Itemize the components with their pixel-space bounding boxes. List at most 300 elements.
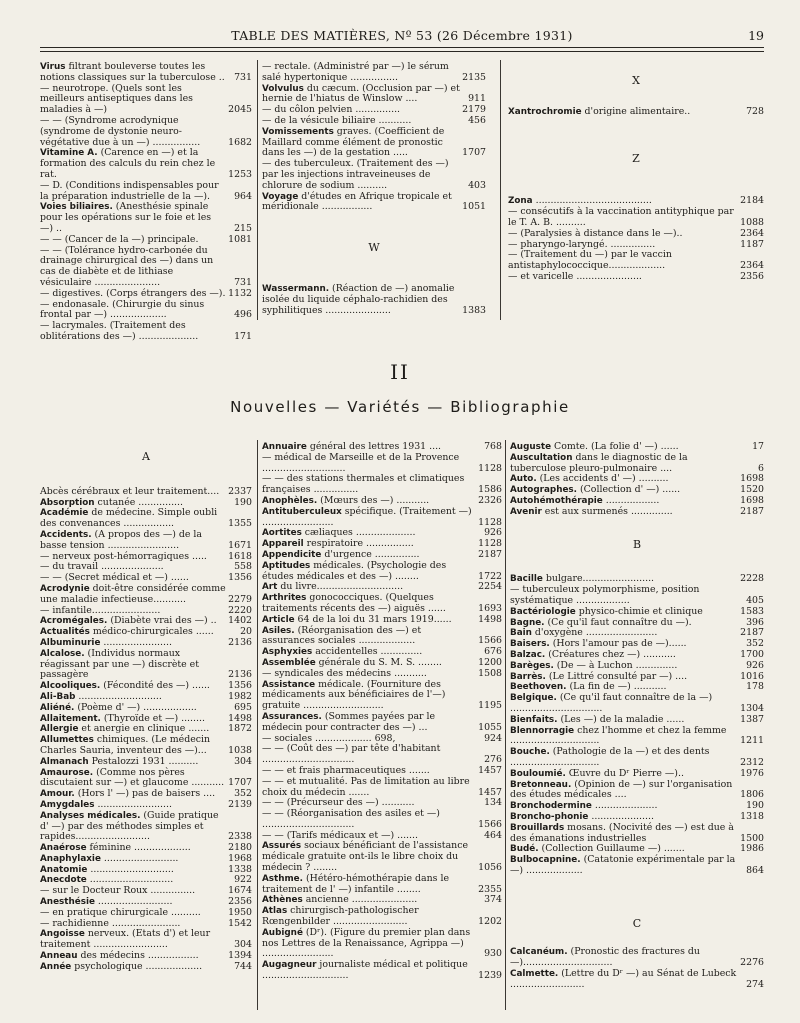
entry-page-number: 2136 — [228, 636, 252, 648]
entry-headword: Volvulus — [262, 83, 304, 94]
entry-text — [262, 841, 502, 873]
entry-page-number: 2220 — [228, 604, 252, 616]
entry-description: — digestives. (Corps étrangers des —). — [40, 287, 226, 299]
entry-headword: Angoisse — [40, 929, 85, 940]
entry-headword: Barèges. — [510, 660, 554, 671]
entry-page-number: 1698 — [740, 473, 764, 485]
entry-text — [40, 300, 252, 322]
entry-headword: Auto. — [510, 474, 537, 485]
entry-description: ......................... — [100, 852, 179, 864]
entry-headword: Anaérose — [40, 843, 87, 854]
entry-text — [262, 507, 502, 529]
entry-page-number: 964 — [234, 190, 252, 202]
entry-page-number: 1355 — [228, 518, 252, 530]
entry-page-number: 911 — [468, 93, 486, 105]
entry-description: (Catatonie expérimentale par la —) ................... — [510, 854, 736, 876]
index-column-top-2 — [262, 62, 486, 316]
entry-page-number: 464 — [484, 829, 502, 841]
entry-description: — en pratique chirurgicale .......... — [40, 906, 201, 918]
entry-description: (Mœurs des —) ........... — [317, 494, 430, 506]
entry-description: (Ce qu'il faut connaître de la —) ............................... — [510, 692, 713, 714]
entry-text — [510, 747, 764, 769]
column-separator — [257, 440, 258, 1010]
entry-description: — pharyngo-laryngé. ............... — [508, 238, 656, 250]
entry-text — [262, 777, 502, 799]
entry-description: des médecins ................. — [77, 950, 199, 962]
entry-headword: Anatomie — [40, 864, 88, 875]
entry-text — [510, 823, 764, 845]
entry-page-number: 276 — [484, 754, 502, 766]
entry-headword: Virus — [40, 62, 66, 72]
entry-page-number: 1682 — [228, 136, 252, 148]
entry-text — [262, 593, 502, 615]
entry-headword: Bronchodermine — [510, 801, 592, 812]
column-separator — [500, 60, 501, 320]
entry-headword: Broncho-phonie — [510, 811, 589, 822]
entry-page-number: 1253 — [228, 168, 252, 180]
entry-headword: Allergie — [40, 724, 79, 735]
entry-description: ....................... — [100, 636, 172, 648]
entry-description: du livre............................. — [277, 581, 404, 593]
index-entry — [262, 626, 502, 648]
entry-page-number: 1056 — [478, 862, 502, 874]
entry-headword: Article — [262, 614, 295, 625]
entry-page-number: 2135 — [462, 71, 486, 83]
entry-description: (Collection Guillaume —) ....... — [538, 843, 685, 855]
entry-description: féminine ................... — [86, 842, 191, 854]
entry-headword: Wassermann. — [262, 283, 330, 294]
entry-headword: Asphyxies — [262, 647, 313, 658]
index-entry — [510, 780, 764, 802]
entry-description: doit-être considérée comme une maladie infectieuse........... — [40, 582, 226, 605]
entry-description: chez l'homme et chez la femme .............................. — [510, 724, 727, 747]
entry-description: — endonasale. (Chirurgie du sinus frontal par —) ................... — [40, 298, 205, 321]
entry-page-number: 1583 — [740, 605, 764, 617]
header-rule-thin — [40, 51, 764, 52]
entry-page-number: 1982 — [228, 690, 252, 702]
entry-description: cæliaques .................... — [301, 527, 416, 539]
entry-page-number: 2187 — [740, 627, 764, 639]
index-entry — [262, 474, 502, 496]
index-entry — [510, 947, 764, 969]
index-entry — [40, 181, 252, 203]
entry-headword: Belgique. — [510, 693, 557, 704]
entry-headword: Bacille — [510, 574, 543, 585]
entry-headword: Calmette. — [510, 969, 559, 980]
entry-description: — médical de Marseille et de la Provence ............................ — [262, 451, 460, 474]
entry-page-number: 1202 — [478, 916, 502, 928]
entry-page-number: 1722 — [478, 570, 502, 582]
entry-page-number: 1081 — [228, 233, 252, 245]
entry-page-number: 190 — [234, 496, 252, 508]
entry-description: (Hors l'amour pas de —)...... — [549, 638, 687, 650]
entry-text — [40, 202, 252, 234]
entry-page-number: 1016 — [740, 670, 764, 682]
entry-description: (Opinion de —) sur l'organisation des études médicales .... — [510, 778, 733, 801]
entry-description: (Hors l' —) pas de baisers .... — [74, 788, 216, 800]
entry-page-number: 728 — [746, 105, 764, 117]
entry-text — [510, 726, 764, 748]
entry-text — [40, 811, 252, 843]
entry-headword: Voies biliaires. — [40, 202, 113, 213]
entry-description: médicale. (Fourniture des médicaments aux bénéficiaires de l'—) gratuite ........................... — [262, 678, 446, 712]
entry-page-number: 1671 — [228, 539, 252, 551]
entry-description: (Thyroïde et —) ........ — [100, 712, 205, 724]
index-column-top-1 — [40, 62, 252, 343]
entry-page-number: 924 — [484, 732, 502, 744]
entry-headword: Zona — [508, 196, 533, 207]
entry-page-number: 2356 — [228, 896, 252, 908]
entry-page-number: 1195 — [478, 700, 502, 712]
index-entry — [510, 747, 764, 769]
entry-page-number: 1038 — [228, 744, 252, 756]
entry-headword: Allumettes — [40, 735, 94, 746]
entry-headword: Budé. — [510, 844, 539, 855]
entry-description: journaliste médical et politique ............................. — [262, 959, 468, 982]
index-entry — [262, 874, 502, 896]
entry-headword: Vitamine A. — [40, 148, 98, 159]
entry-description: (De — à Luchon .............. — [553, 659, 678, 671]
entry-description: d'oxygène ........................ — [531, 627, 658, 639]
entry-headword: Appendicite — [262, 549, 322, 560]
entry-page-number: 6 — [758, 462, 764, 474]
entry-headword: Bouche. — [510, 747, 550, 758]
entry-page-number: 2326 — [478, 494, 502, 506]
entry-headword: Xantrochromie — [508, 106, 582, 117]
entry-page-number: 1566 — [478, 635, 502, 647]
entry-description: — (Traitement du —) par le vaccin antistaphylococcique................... — [508, 249, 672, 272]
entry-page-number: 17 — [752, 441, 764, 452]
entry-headword: Blennorragie — [510, 725, 575, 736]
column-separator — [505, 440, 506, 1010]
page-number: 19 — [748, 28, 764, 43]
entry-page-number: 731 — [234, 276, 252, 288]
entry-headword: Atlas — [262, 906, 288, 917]
entry-description: — et varicelle ...................... — [508, 270, 642, 282]
entry-description: — des tuberculeux. (Traitement des —) par les injections intraveineuses de chlorure de sodium .......... — [262, 158, 449, 191]
entry-headword: Athènes — [262, 895, 303, 906]
entry-headword: Almanach — [40, 756, 89, 767]
entry-text — [262, 809, 502, 831]
entry-description: — lacrymales. (Traitement des oblitérations des —) .................... — [40, 320, 199, 342]
entry-headword: Anecdote — [40, 875, 87, 886]
entry-text — [40, 768, 252, 790]
index-entry — [40, 246, 252, 289]
index-column-bottom-1 — [40, 442, 252, 973]
entry-page-number: 695 — [234, 701, 252, 713]
entry-description: ............................ — [86, 874, 174, 886]
entry-page-number: 1986 — [740, 843, 764, 855]
entry-headword: Asiles. — [262, 625, 295, 636]
entry-page-number: 2139 — [228, 798, 252, 810]
entry-page-number: 190 — [746, 800, 764, 812]
entry-description: — — et mutualité. Pas de limitation au libre choix du médecin ....... — [262, 775, 470, 798]
entry-headword: Appareil — [262, 539, 304, 550]
entry-description: — neurotrope. (Quels sont les meilleurs antiseptiques dans les maladies à —) — [40, 82, 193, 116]
entry-page-number: 1698 — [740, 494, 764, 506]
entry-page-number: 1700 — [740, 648, 764, 660]
entry-page-number: 1318 — [740, 810, 764, 822]
entry-description: Abcès cérébraux et leur traitement.... — [40, 485, 220, 497]
entry-page-number: 1618 — [228, 550, 252, 562]
entry-page-number: 1128 — [478, 538, 502, 550]
entry-page-number: 1387 — [740, 713, 764, 725]
entry-page-number: 1693 — [478, 602, 502, 614]
entry-headword: Bienfaits. — [510, 714, 558, 725]
entry-page-number: 2136 — [228, 669, 252, 681]
entry-description: Pestalozzi 1931 .......... — [88, 755, 199, 767]
entry-headword: Aubigné — [262, 927, 303, 938]
entry-page-number: 403 — [468, 179, 486, 191]
index-column-bottom-2 — [262, 442, 502, 982]
entry-page-number: 1457 — [478, 786, 502, 798]
entry-page-number: 304 — [234, 939, 252, 951]
entry-page-number: 1498 — [228, 712, 252, 724]
entry-headword: Assurances. — [262, 711, 322, 722]
entry-headword: Bretonneau. — [510, 779, 572, 790]
entry-headword: Absorption — [40, 497, 95, 508]
entry-text — [510, 453, 764, 475]
entry-text — [40, 929, 252, 951]
entry-text — [40, 181, 252, 203]
entry-page-number: 1394 — [228, 950, 252, 962]
entry-page-number: 1457 — [478, 764, 502, 776]
entry-headword: Annuaire — [262, 442, 307, 452]
entry-headword: Alcooliques. — [40, 681, 101, 692]
entry-description: et anergie en clinique ....... — [78, 723, 210, 735]
index-entry — [40, 202, 252, 234]
entry-text — [40, 530, 252, 552]
entry-page-number: 2276 — [740, 957, 764, 969]
index-entry — [40, 811, 252, 843]
entry-page-number: 1566 — [478, 818, 502, 830]
section-number: II — [390, 360, 410, 384]
entry-description: est aux surmenés .............. — [541, 505, 673, 517]
entry-description: — D. (Conditions indispensables pour la préparation industrielle de la —). — [40, 179, 219, 202]
entry-headword: Baisers. — [510, 639, 550, 650]
entry-headword: Aliéné. — [40, 702, 75, 713]
index-entry — [262, 744, 502, 766]
index-entry — [40, 508, 252, 530]
entry-description: (Créatures chez —) ........... — [545, 648, 676, 660]
running-header — [40, 28, 764, 44]
entry-page-number: 864 — [746, 864, 764, 876]
entry-headword: Asthme. — [262, 873, 303, 884]
entry-text — [40, 508, 252, 530]
entry-description: — du côlon pelvien ............... — [262, 104, 401, 116]
entry-headword: Analyses médicales. — [40, 810, 141, 821]
index-entry — [40, 768, 252, 790]
entry-page-number: 2338 — [228, 831, 252, 843]
entry-text — [40, 649, 252, 681]
entry-text — [262, 453, 502, 475]
entry-page-number: 1707 — [228, 777, 252, 789]
entry-text — [40, 148, 252, 180]
entry-text — [40, 62, 252, 84]
entry-page-number: 171 — [234, 330, 252, 342]
entry-page-number: 930 — [484, 948, 502, 960]
entry-headword: Anaphylaxie — [40, 853, 101, 864]
entry-description: psychologique ................... — [71, 960, 203, 972]
entry-text — [262, 62, 486, 84]
entry-page-number: 374 — [484, 894, 502, 906]
letter-heading: X — [632, 74, 640, 87]
entry-page-number: 558 — [234, 561, 252, 573]
entry-page-number: 1383 — [462, 304, 486, 316]
entry-text — [510, 855, 764, 877]
index-entry — [262, 127, 486, 159]
entry-page-number: 1088 — [740, 216, 764, 228]
entry-description: — — et frais pharmaceutiques ....... — [262, 764, 430, 776]
entry-description: — — (Tolérance hydro-carbonée du drainage chirurgical des —) dans un cas de diabète et de lithiase vésiculaire ...................... — [40, 244, 214, 288]
index-entry — [40, 62, 252, 84]
entry-page-number: 1968 — [228, 852, 252, 864]
index-entry — [508, 207, 764, 229]
entry-page-number: 2179 — [462, 104, 486, 116]
entry-headword: Amygdales — [40, 799, 95, 810]
entry-description: (Réorganisation des —) et assurances sociales ................... — [262, 624, 422, 647]
letter-heading: W — [368, 241, 380, 255]
entry-page-number: 304 — [234, 755, 252, 767]
entry-text — [262, 960, 502, 982]
entry-text — [40, 321, 252, 343]
entry-description: (Fécondité des —) ...... — [100, 680, 210, 692]
header-rule — [40, 47, 764, 48]
entry-page-number: 2045 — [228, 104, 252, 116]
entry-description: filtrant bouleverse toutes les notions classiques sur la tuberculose .. — [40, 61, 225, 83]
entry-headword: Augagneur — [262, 960, 317, 971]
entry-text — [40, 735, 252, 757]
entry-headword: Académie — [40, 508, 89, 519]
entry-description: — sur le Docteur Roux ............... — [40, 885, 196, 897]
index-entry — [40, 300, 252, 322]
entry-description: — — (Secret médical et —) ...... — [40, 572, 189, 584]
entry-text — [262, 744, 502, 766]
entry-headword: Balzac. — [510, 649, 546, 660]
entry-description: ancienne ...................... — [302, 894, 418, 906]
entry-headword: Autographes. — [510, 485, 577, 496]
index-entry — [40, 321, 252, 343]
entry-page-number: 2355 — [478, 883, 502, 895]
entry-headword: Assistance — [262, 679, 316, 690]
index-entry — [508, 272, 764, 283]
entry-description: gonococciques. (Quelques traitements récents des —) aiguës ...... — [262, 592, 446, 614]
entry-description: ............................ — [87, 863, 174, 875]
entry-description: bulgare........................ — [542, 573, 655, 585]
entry-description: (Comme nos pères discutaient sur —) et glaucome ........... — [40, 766, 225, 789]
entry-description: — infantile....................... — [40, 604, 161, 616]
entry-headword: Vomissements — [262, 126, 334, 137]
index-entry — [510, 823, 764, 845]
entry-page-number: 2180 — [228, 842, 252, 854]
entry-page-number: 1200 — [478, 656, 502, 668]
entry-description: Œuvre du Dʳ Pierre —).. — [565, 767, 684, 779]
entry-description: d'urgence ............... — [321, 548, 420, 560]
entry-headword: Auguste — [510, 442, 552, 452]
entry-text — [262, 127, 486, 159]
index-entry — [262, 62, 486, 84]
entry-description: graves. (Coefficient de Maillard comme élément de pronostic dans les —) de la gestation ..... — [262, 125, 445, 159]
entry-page-number: 926 — [484, 527, 502, 539]
entry-description: (Collection d' —) ...... — [577, 484, 681, 496]
entry-text — [510, 507, 764, 518]
entry-headword: Aptitudes — [262, 560, 311, 571]
entry-text — [262, 874, 502, 896]
index-entry — [40, 735, 252, 757]
letter-heading: A — [142, 450, 150, 463]
entry-description: ..................... — [591, 800, 658, 812]
index-entry — [40, 530, 252, 552]
entry-headword: Brouillards — [510, 822, 565, 833]
entry-page-number: 1542 — [228, 917, 252, 929]
entry-description: mosans. (Nocivité des —) est due à des émanations industrielles — [510, 821, 734, 844]
entry-headword: Actualités — [40, 627, 90, 638]
index-entry — [40, 584, 252, 606]
entry-page-number: 2279 — [228, 593, 252, 605]
entry-description: Comte. (La folie d' —) ...... — [551, 441, 679, 452]
entry-page-number: 396 — [746, 616, 764, 628]
index-entry — [262, 561, 502, 583]
entry-headword: Anophèles. — [262, 495, 318, 506]
entry-text — [40, 116, 252, 148]
entry-description: dans le diagnostic de la tuberculose pleuro-pulmonaire .... — [510, 451, 688, 474]
index-entry — [40, 148, 252, 180]
entry-headword: Acromégales. — [40, 616, 108, 627]
index-entry — [262, 809, 502, 831]
entry-page-number: 456 — [468, 114, 486, 126]
entry-description: de médecine. Simple oubli des convenances ................. — [40, 507, 218, 530]
entry-page-number: 2184 — [740, 195, 764, 207]
entry-page-number: 352 — [234, 788, 252, 800]
index-entry — [262, 84, 486, 106]
entry-text — [508, 207, 764, 229]
entry-page-number: 1211 — [740, 735, 764, 747]
column-separator — [257, 60, 258, 320]
entry-description: médico-chirurgicales ...... — [89, 626, 214, 638]
entry-description: d'études en Afrique tropicale et méridionale ................. — [262, 190, 452, 213]
entry-description: — consécutifs à la vaccination antityphique par le T. A. B. .......... — [508, 206, 734, 228]
entry-description: — — (Cancer de la —) principale. — [40, 233, 199, 245]
entry-text — [262, 192, 486, 214]
entry-description: (Individus normaux réagissant par une —) discrète et passagère — [40, 647, 199, 681]
entry-headword: Anesthésie — [40, 897, 95, 908]
entry-page-number: 1187 — [740, 238, 764, 250]
entry-description: — de la vésicule biliaire ........... — [262, 114, 412, 126]
entry-description: ......................... — [94, 798, 172, 810]
entry-headword: Amour. — [40, 789, 75, 800]
entry-headword: Amaurose. — [40, 767, 94, 778]
index-entry — [262, 680, 502, 712]
entry-headword: Bulbocapnine. — [510, 855, 581, 866]
entry-description: — du travail ..................... — [40, 561, 164, 573]
entry-page-number: 1950 — [228, 906, 252, 918]
entry-page-number: 134 — [484, 797, 502, 809]
entry-description: — — des stations thermales et climatiques françaises ............... — [262, 473, 465, 496]
entry-description: (Anesthésie spinale pour les opérations sur le foie et les —) .. — [40, 201, 212, 234]
entry-text — [262, 680, 502, 712]
entry-text — [262, 626, 502, 648]
entry-headword: Art — [262, 582, 278, 593]
entry-page-number: 1128 — [478, 516, 502, 528]
entry-description: général des lettres 1931 .... — [306, 441, 442, 452]
entry-page-number: 1132 — [228, 287, 252, 299]
entry-description: (Le Littré consulté par —) .... — [545, 670, 688, 682]
index-entry — [262, 906, 502, 928]
entry-page-number: 922 — [234, 874, 252, 886]
entry-headword: Autohémothérapie — [510, 495, 603, 506]
letter-heading: B — [632, 537, 642, 551]
entry-headword: Calcanéum. — [510, 947, 568, 958]
